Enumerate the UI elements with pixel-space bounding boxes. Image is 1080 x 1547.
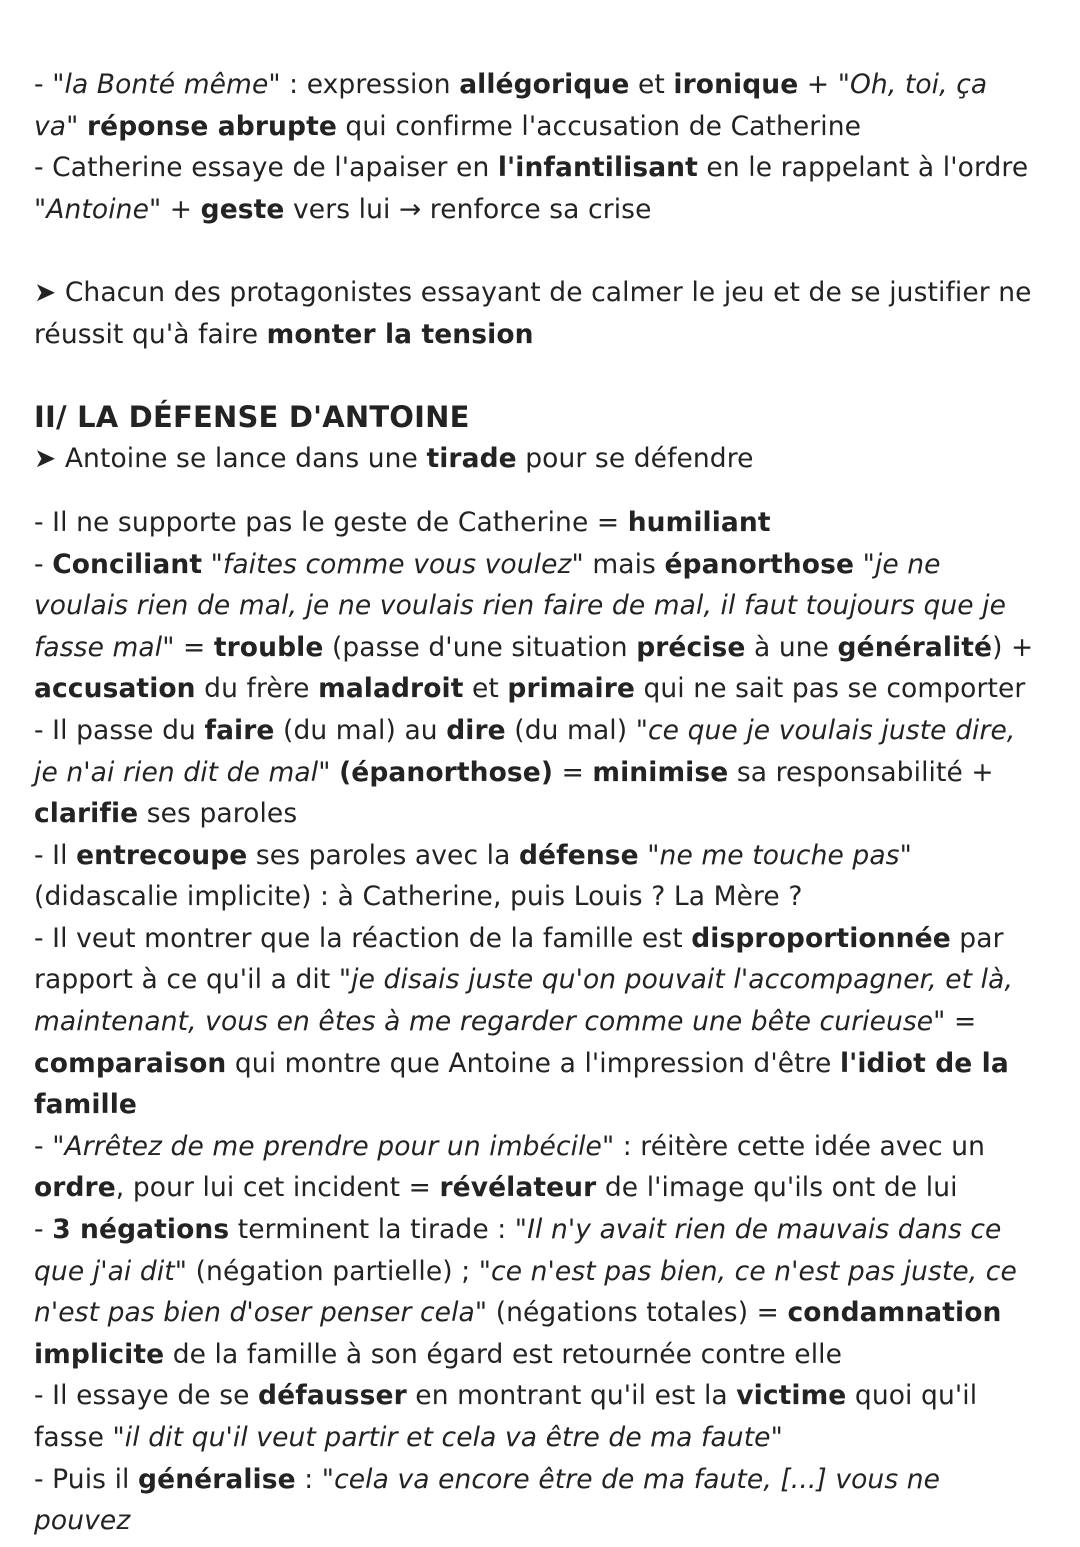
point-defausser	[34, 1375, 1040, 1458]
quote-text: "je disais juste qu'on pouvait l'accompagner, et là, maintenant, vous en êtes à me regarder comme une bête curieuse"	[34, 964, 1014, 1038]
point-conciliant	[34, 544, 1040, 710]
summary-tension	[34, 272, 1040, 355]
quote-text: "cela va encore être de ma faute, [...] vous ne pouvez	[34, 1463, 941, 1537]
text: mais	[583, 548, 665, 580]
paragraph-catherine-apaiser	[34, 147, 1040, 230]
point-imbecile	[34, 1126, 1040, 1209]
text: qui ne sait pas se comporter	[634, 673, 1026, 705]
bold-text: comparaison	[34, 1047, 227, 1079]
bold-text: révélateur	[439, 1172, 597, 1204]
point-negations	[34, 1209, 1040, 1375]
text: =	[174, 631, 214, 663]
text: +	[161, 193, 201, 225]
bold-text: trouble	[213, 631, 324, 663]
text: =	[553, 756, 593, 788]
bold-text: maladroit	[318, 673, 464, 705]
text: , pour lui cet incident =	[115, 1172, 440, 1204]
spacer	[34, 355, 1040, 397]
text: ➤ Chacun des protagonistes essayant de calmer le jeu et de se justifier ne réussit qu'à faire	[34, 276, 1032, 350]
text: =	[945, 1006, 977, 1038]
text: : expression	[280, 69, 460, 100]
bold-text: victime	[736, 1380, 847, 1412]
text: et	[463, 673, 508, 705]
bold-text: ordre	[34, 1172, 116, 1204]
bold-text: condamnation implicite	[34, 1297, 1002, 1370]
bold-text: humiliant	[627, 506, 771, 538]
text: de la famille à son égard est retournée contre elle	[164, 1338, 843, 1370]
point-entrecoupe	[34, 835, 1040, 918]
text: - Il essaye de se	[34, 1380, 259, 1412]
text: - Catherine essaye de l'apaiser en	[34, 152, 498, 184]
bold-text: généralité	[837, 631, 993, 663]
bold-text: ironique	[673, 69, 799, 100]
bold-text: l'idiot de la famille	[34, 1047, 1009, 1121]
quote-text: "Il n'y avait rien de mauvais dans ce que j'ai dit"	[34, 1214, 1002, 1287]
text: en le rappelant à l'ordre	[697, 152, 1029, 184]
text: - Il ne supporte pas le geste de Catherine =	[34, 506, 628, 538]
text: qui montre que Antoine a l'impression d'être	[226, 1047, 840, 1079]
text: -	[34, 1130, 53, 1162]
bold-text: primaire	[507, 673, 635, 705]
spacer	[34, 230, 1040, 272]
text: ) +	[992, 631, 1034, 663]
text	[639, 840, 648, 871]
text: terminent la tirade :	[229, 1214, 515, 1246]
text: -	[34, 548, 53, 580]
text	[78, 111, 87, 142]
text: qui confirme l'accusation de Catherine	[336, 110, 862, 142]
bold-text: minimise	[592, 756, 729, 788]
bold-text: geste	[200, 193, 285, 225]
point-faire-dire	[34, 710, 1040, 835]
text	[331, 757, 340, 788]
spacer	[34, 480, 1040, 502]
bold-text: clarifie	[34, 798, 139, 830]
text: (passe d'une situation	[323, 631, 637, 663]
text: (didascalie implicite) : à Catherine, puis Louis ? La Mère ?	[34, 881, 803, 913]
bold-text: (épanorthose)	[339, 756, 554, 788]
quote-text: "faites comme vous voulez"	[210, 548, 584, 580]
text: ➤ Antoine se lance dans une	[34, 443, 427, 475]
text: ses paroles	[138, 798, 298, 830]
point-generalise	[34, 1459, 1040, 1542]
bold-text: l'infantilisant	[497, 152, 698, 184]
text: ses paroles avec la	[247, 839, 519, 871]
text: de l'image qu'ils ont de lui	[596, 1172, 958, 1204]
bold-text: défense	[518, 839, 639, 871]
quote-text: "il dit qu'il veut partir et cela va être de ma faute"	[112, 1422, 783, 1453]
text: en montrant qu'il est la	[406, 1380, 737, 1412]
text: par rapport à ce qu'il a dit	[34, 922, 1004, 996]
bold-text: tirade	[426, 443, 517, 475]
text: : réitère cette idée avec un	[614, 1130, 986, 1162]
text: pour se défendre	[516, 443, 754, 475]
text: sa responsabilité +	[728, 756, 994, 788]
bold-text: réponse abrupte	[86, 110, 337, 142]
quote-text: "ce n'est pas bien, ce n'est pas juste, ce n'est pas bien d'oser penser cela"	[34, 1255, 1017, 1329]
bold-text: entrecoupe	[76, 839, 248, 871]
bold-text: 3 négations	[52, 1214, 230, 1246]
text: du frère	[195, 673, 319, 705]
quote-text: "Oh, toi, ça va"	[34, 69, 988, 142]
bold-text: généralise	[138, 1463, 296, 1495]
text: (négations totales) =	[487, 1297, 788, 1329]
point-disproportionnee	[34, 918, 1040, 1126]
section-intro	[34, 438, 1040, 480]
text: -	[34, 1214, 53, 1246]
text	[854, 549, 863, 580]
quote-text: "ne me touche pas"	[647, 839, 912, 871]
text: +	[798, 69, 838, 100]
bold-text: Conciliant	[52, 548, 203, 580]
bold-text: allégorique	[459, 69, 630, 100]
text	[202, 549, 211, 580]
text: à une	[745, 631, 838, 663]
section-heading: II/ LA DÉFENSE D'ANTOINE	[34, 399, 470, 434]
quote-text: "je ne voulais rien de mal, je ne voulais rien faire de mal, il faut toujours que je fasse mal"	[34, 548, 1007, 663]
text: - Il veut montrer que la réaction de la famille est	[34, 922, 692, 954]
text: - Il passe du	[34, 714, 205, 746]
text: (négation partielle) ;	[187, 1255, 479, 1287]
text: et	[629, 69, 674, 100]
bold-text: monter la tension	[266, 318, 534, 350]
bold-text: défausser	[258, 1380, 407, 1412]
text: -	[34, 69, 53, 100]
bold-text: précise	[636, 631, 746, 663]
text: - Il	[34, 839, 77, 871]
point-humiliant	[34, 502, 1040, 544]
quote-text: "ce que je voulais juste dire, je n'ai rien dit de mal"	[34, 714, 1016, 788]
bold-text: dire	[446, 714, 506, 746]
bold-text: accusation	[34, 673, 196, 705]
text: - Puis il	[34, 1463, 139, 1495]
text: vers lui → renforce sa crise	[284, 193, 652, 225]
quote-text: "Antoine"	[34, 193, 162, 225]
quote-text: "la Bonté même"	[52, 69, 281, 100]
bold-text: faire	[204, 714, 275, 746]
quote-text: "Arrêtez de me prendre pour un imbécile"	[52, 1130, 615, 1162]
bold-text: épanorthose	[664, 548, 855, 580]
bold-text: disproportionnée	[691, 922, 951, 954]
paragraph-bonte-meme	[34, 64, 1040, 147]
text: :	[295, 1463, 322, 1495]
text: quoi qu'il fasse	[34, 1380, 978, 1453]
text: (du mal)	[505, 714, 636, 746]
text: (du mal) au	[274, 714, 447, 746]
